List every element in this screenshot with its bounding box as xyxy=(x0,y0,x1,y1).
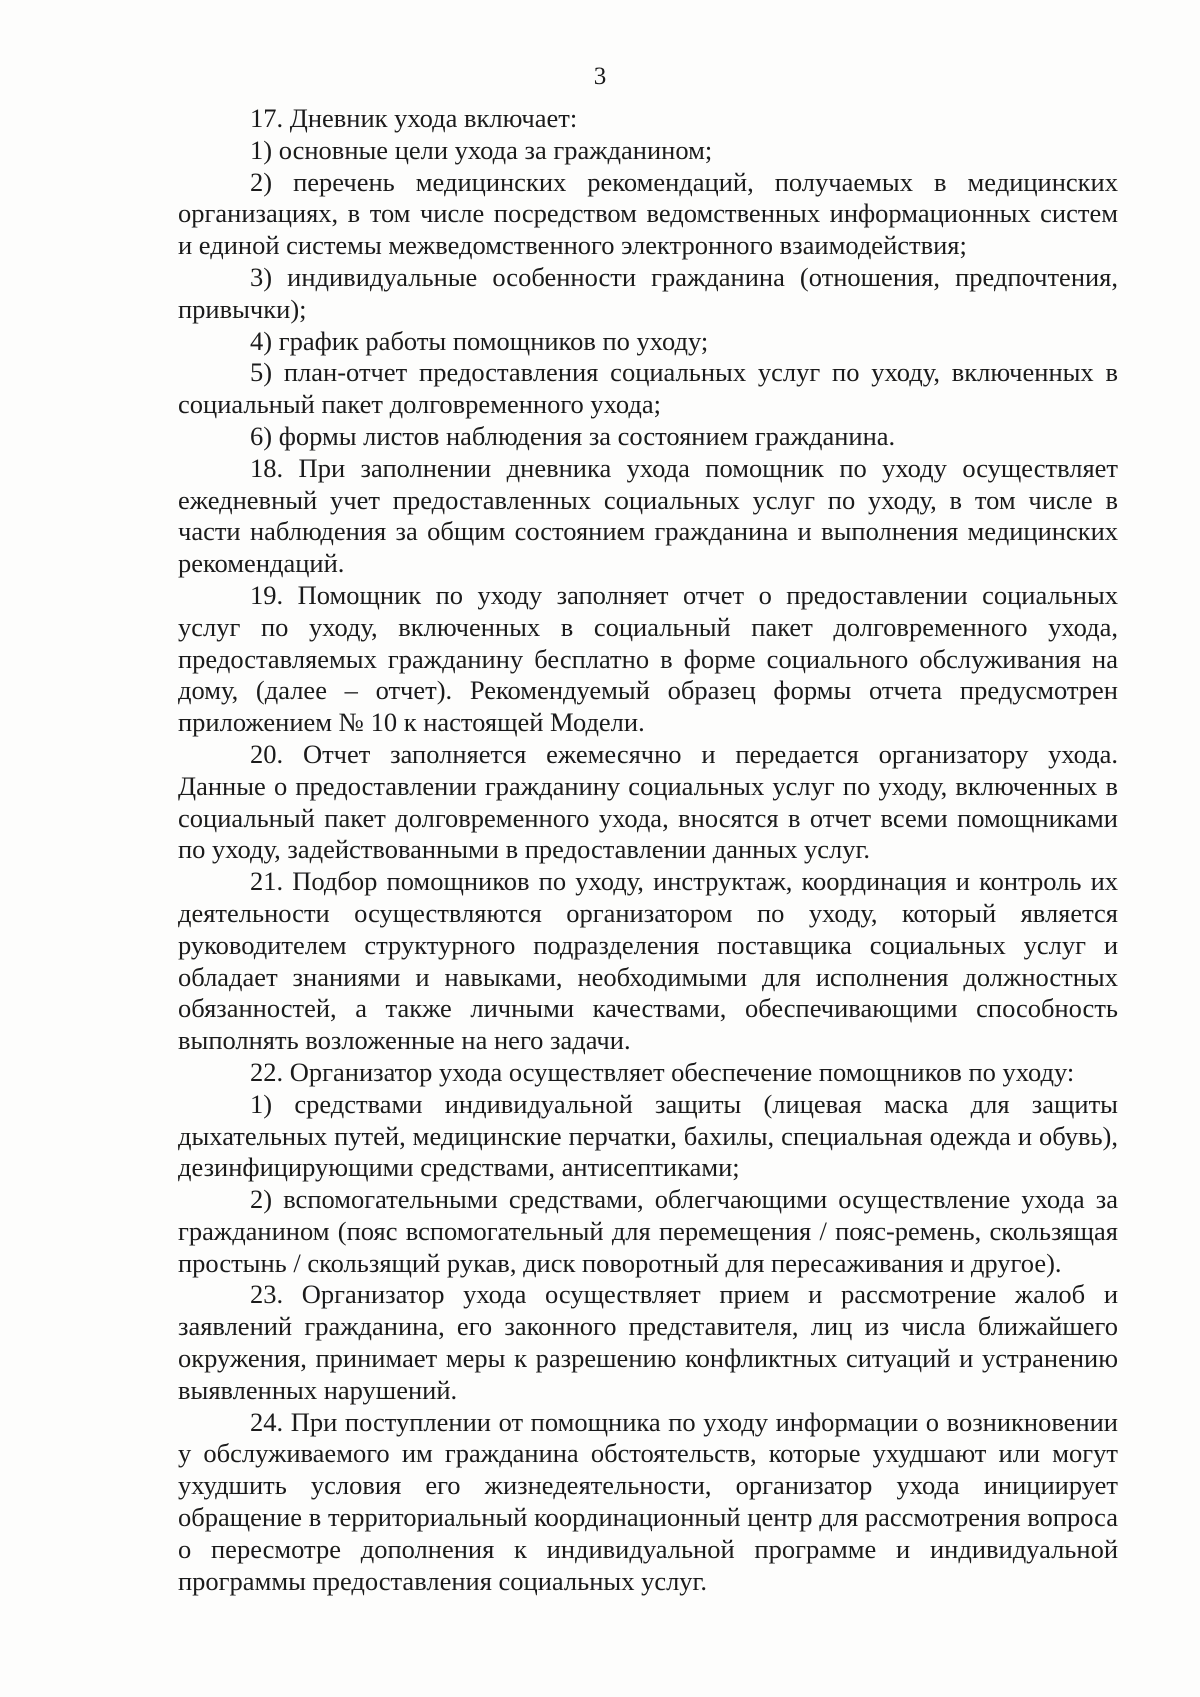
paragraph-17-item-5: 5) план-отчет предоставления социальных услуг по уходу, включенных в социальный пакет долговременного ухода; xyxy=(178,357,1118,420)
paragraph-18: 18. При заполнении дневника ухода помощник по уходу осуществляет ежедневный учет предоставленных социальных услуг по уходу, в том числе в части наблюдения за общим состоянием гражданина и выполнения медицинских рекомендаций. xyxy=(178,452,1118,579)
page-number: 3 xyxy=(593,63,607,90)
paragraph-17-item-3: 3) индивидуальные особенности гражданина (отношения, предпочтения, привычки); xyxy=(178,261,1118,324)
paragraph-22-item-2: 2) вспомогательными средствами, облегчающими осуществление ухода за гражданином (пояс вспомогательный для перемещения / пояс-ремень, скользящая простынь / скользящий рукав, диск поворотный для пересаживания и другое). xyxy=(178,1184,1118,1278)
paragraph-17-item-1: 1) основные цели ухода за гражданином; xyxy=(250,134,713,165)
paragraph-22-heading: 22. Организатор ухода осуществляет обеспечение помощников по уходу: xyxy=(250,1056,1075,1087)
paragraph-20: 20. Отчет заполняется ежемесячно и передается организатору ухода. Данные о предоставлении гражданину социальных услуг по уходу, включенных в социальный пакет долговременного ухода, вносятся в отчет всеми помощниками по уходу, задействованными в предоставлении данных услуг. xyxy=(178,738,1118,865)
paragraph-19: 19. Помощник по уходу заполняет отчет о предоставлении социальных услуг по уходу, включенных в социальный пакет долговременного ухода, предоставляемых гражданину бесплатно в форме социального обслуживания на дому, (далее – отчет). Рекомендуемый образец формы отчета предусмотрен приложением № 10 к настоящей Модели. xyxy=(178,579,1118,738)
paragraph-17-item-6: 6) формы листов наблюдения за состоянием гражданина. xyxy=(250,420,896,451)
paragraph-22-item-1: 1) средствами индивидуальной защиты (лицевая маска для защиты дыхательных путей, медицинские перчатки, бахилы, специальная одежда и обувь), дезинфицирующими средствами, антисептиками; xyxy=(178,1088,1118,1183)
paragraph-24: 24. При поступлении от помощника по уходу информации о возникновении у обслуживаемого им гражданина обстоятельств, которые ухудшают или могут ухудшить условия его жизнедеятельности, организатор ухода инициирует обращение в территориальный координационный центр для рассмотрения вопроса о пересмотре дополнения к индивидуальной программе и индивидуальной программы предоставления социальных услуг. xyxy=(178,1406,1118,1596)
paragraph-17-heading: 17. Дневник ухода включает: xyxy=(250,103,578,133)
paragraph-21: 21. Подбор помощников по уходу, инструктаж, координация и контроль их деятельности осуществляются организатором по уходу, который является руководителем структурного подразделения поставщика социальных услуг и обладает знаниями и навыками, необходимыми для исполнения должностных обязанностей, а также личными качествами, обеспечивающими способность выполнять возложенные на него задачи. xyxy=(178,866,1118,1056)
paragraph-17-item-4: 4) график работы помощников по уходу; xyxy=(250,325,709,356)
paragraph-23: 23. Организатор ухода осуществляет прием и рассмотрение жалоб и заявлений гражданина, его законного представителя, лиц из числа ближайшего окружения, принимает меры к разрешению конфликтных ситуаций и устранению выявленных нарушений. xyxy=(178,1279,1118,1405)
document-body xyxy=(178,103,1118,1597)
paragraph-17-item-2: 2) перечень медицинских рекомендаций, получаемых в медицинских организациях, в том числе посредством ведомственных информационных систем и единой системы межведомственного электронного взаимодействия; xyxy=(178,166,1118,261)
